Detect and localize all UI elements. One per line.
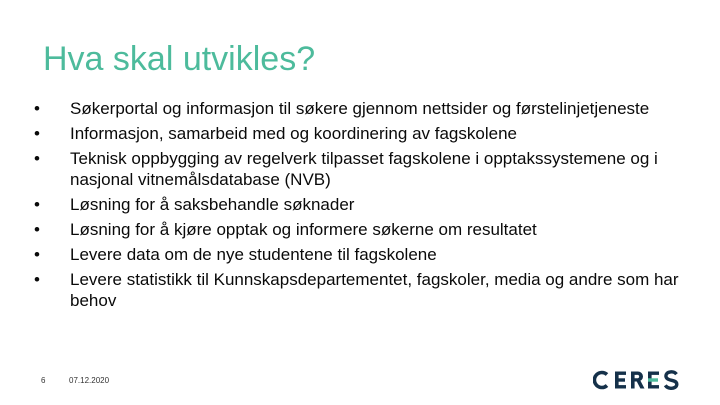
bullet-text: Løsning for å kjøre opptak og informere søkerne om resultatet — [70, 220, 537, 239]
footer-date: 07.12.2020 — [69, 376, 110, 385]
bullet-text: Levere statistikk til Kunnskapsdepartementet, fagskoler, media og andre som har behov — [70, 270, 679, 310]
bullet-item — [34, 219, 684, 240]
bullet-item — [34, 269, 684, 311]
bullet-text: Søkerportal og informasjon til søkere gjennom nettsider og førstelinjetjeneste — [70, 99, 650, 118]
bullet-icon: • — [34, 245, 40, 264]
bullet-icon: • — [34, 99, 40, 118]
bullet-text: Informasjon, samarbeid med og koordinering av fagskolene — [70, 124, 517, 143]
bullet-icon: • — [34, 220, 40, 239]
bullet-item — [34, 98, 684, 119]
page-number: 6 — [41, 376, 46, 385]
bullet-text: Teknisk oppbygging av regelverk tilpasset fagskolene i opptakssystemene og i nasjonal vitnemålsdatabase (NVB) — [70, 149, 658, 189]
bullet-item — [34, 148, 684, 190]
bullet-list — [34, 98, 684, 315]
bullet-icon: • — [34, 124, 40, 143]
ceres-logo-icon — [593, 369, 687, 391]
bullet-icon: • — [34, 149, 40, 168]
bullet-item — [34, 244, 684, 265]
slide-title: Hva skal utvikles? — [43, 40, 316, 78]
bullet-item — [34, 194, 684, 215]
bullet-icon: • — [34, 270, 40, 289]
bullet-item — [34, 123, 684, 144]
bullet-text: Levere data om de nye studentene til fagskolene — [70, 245, 437, 264]
bullet-text: Løsning for å saksbehandle søknader — [70, 195, 355, 214]
bullet-icon: • — [34, 195, 40, 214]
